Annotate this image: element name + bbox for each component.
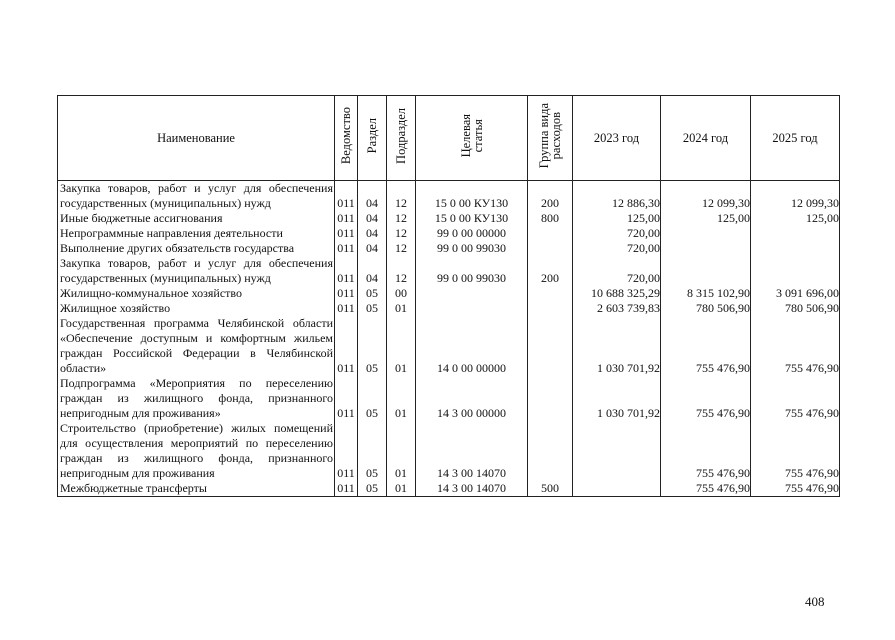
cell-gruppa	[528, 286, 573, 301]
header-2023: 2023 год	[573, 96, 661, 181]
cell-2025: 755 476,90	[751, 316, 840, 376]
cell-razdel: 05	[358, 421, 387, 481]
cell-2023: 125,00	[573, 211, 661, 226]
cell-2025	[751, 226, 840, 241]
cell-podrazdel: 01	[387, 421, 416, 481]
table-body	[58, 181, 840, 497]
cell-gruppa	[528, 226, 573, 241]
cell-2023	[573, 421, 661, 481]
table-row	[58, 241, 840, 256]
cell-celevaya-statya: 99 0 00 00000	[416, 226, 528, 241]
cell-name: Закупка товаров, работ и услуг для обеспечения государственных (муниципальных) нужд	[58, 181, 335, 212]
cell-razdel: 04	[358, 241, 387, 256]
cell-gruppa: 200	[528, 256, 573, 286]
cell-name: Межбюджетные трансферты	[58, 481, 335, 497]
table-row	[58, 316, 840, 376]
header-2024: 2024 год	[661, 96, 751, 181]
cell-podrazdel: 12	[387, 181, 416, 212]
cell-celevaya-statya: 14 0 00 00000	[416, 316, 528, 376]
cell-name: Строительство (приобретение) жилых помещений для осуществления мероприятий по переселению граждан из жилищного фонда, признанного непригодным для проживания	[58, 421, 335, 481]
cell-razdel: 04	[358, 211, 387, 226]
cell-razdel: 05	[358, 481, 387, 497]
cell-2024	[661, 256, 751, 286]
header-2025: 2025 год	[751, 96, 840, 181]
cell-name: Государственная программа Челябинской области «Обеспечение доступным и комфортным жильем граждан Российской Федерации в Челябинской области»	[58, 316, 335, 376]
cell-2025: 755 476,90	[751, 421, 840, 481]
cell-name: Жилищное хозяйство	[58, 301, 335, 316]
budget-table	[57, 95, 840, 497]
cell-2024: 755 476,90	[661, 421, 751, 481]
cell-ved: 011	[335, 211, 358, 226]
cell-gruppa	[528, 241, 573, 256]
cell-razdel: 05	[358, 301, 387, 316]
cell-gruppa	[528, 376, 573, 421]
cell-celevaya-statya	[416, 301, 528, 316]
cell-razdel: 05	[358, 376, 387, 421]
table-row	[58, 211, 840, 226]
cell-2024: 12 099,30	[661, 181, 751, 212]
cell-celevaya-statya: 14 3 00 14070	[416, 481, 528, 497]
cell-celevaya-statya: 15 0 00 КУ130	[416, 181, 528, 212]
cell-name: Иные бюджетные ассигнования	[58, 211, 335, 226]
cell-gruppa: 800	[528, 211, 573, 226]
cell-celevaya-statya: 14 3 00 00000	[416, 376, 528, 421]
cell-2024: 755 476,90	[661, 316, 751, 376]
header-podrazdel: Подраздел	[387, 96, 416, 181]
table-row	[58, 256, 840, 286]
cell-podrazdel: 12	[387, 241, 416, 256]
header-row	[58, 96, 840, 181]
cell-razdel: 04	[358, 256, 387, 286]
table-row	[58, 286, 840, 301]
cell-name: Жилищно-коммунальное хозяйство	[58, 286, 335, 301]
cell-2024: 780 506,90	[661, 301, 751, 316]
table-row	[58, 181, 840, 212]
cell-2025: 12 099,30	[751, 181, 840, 212]
cell-celevaya-statya: 15 0 00 КУ130	[416, 211, 528, 226]
cell-gruppa: 200	[528, 181, 573, 212]
cell-ved: 011	[335, 376, 358, 421]
cell-ved: 011	[335, 301, 358, 316]
cell-2024: 125,00	[661, 211, 751, 226]
cell-podrazdel: 12	[387, 211, 416, 226]
cell-2023: 720,00	[573, 226, 661, 241]
cell-2025: 780 506,90	[751, 301, 840, 316]
cell-ved: 011	[335, 481, 358, 497]
cell-podrazdel: 01	[387, 301, 416, 316]
cell-podrazdel: 12	[387, 256, 416, 286]
cell-podrazdel: 01	[387, 481, 416, 497]
header-gruppa-vida-raskhodov: Группа вида расходов	[528, 96, 573, 181]
cell-ved: 011	[335, 316, 358, 376]
header-ved: Ведомство	[335, 96, 358, 181]
cell-2025	[751, 256, 840, 286]
cell-name: Непрограммные направления деятельности	[58, 226, 335, 241]
cell-2023: 2 603 739,83	[573, 301, 661, 316]
cell-2023: 1 030 701,92	[573, 316, 661, 376]
header-razdel: Раздел	[358, 96, 387, 181]
cell-podrazdel: 01	[387, 376, 416, 421]
cell-2024: 8 315 102,90	[661, 286, 751, 301]
header-name: Наименование	[58, 96, 335, 181]
cell-razdel: 05	[358, 286, 387, 301]
cell-2023	[573, 481, 661, 497]
cell-2023: 10 688 325,29	[573, 286, 661, 301]
cell-podrazdel: 01	[387, 316, 416, 376]
cell-gruppa: 500	[528, 481, 573, 497]
cell-2025: 755 476,90	[751, 481, 840, 497]
cell-ved: 011	[335, 421, 358, 481]
cell-2025: 3 091 696,00	[751, 286, 840, 301]
cell-gruppa	[528, 316, 573, 376]
cell-podrazdel: 00	[387, 286, 416, 301]
cell-2023: 720,00	[573, 256, 661, 286]
cell-ved: 011	[335, 256, 358, 286]
cell-2025	[751, 241, 840, 256]
cell-2023: 1 030 701,92	[573, 376, 661, 421]
cell-ved: 011	[335, 181, 358, 212]
cell-name: Закупка товаров, работ и услуг для обеспечения государственных (муниципальных) нужд	[58, 256, 335, 286]
page-number: 408	[805, 594, 825, 609]
cell-name: Выполнение других обязательств государства	[58, 241, 335, 256]
cell-ved: 011	[335, 226, 358, 241]
table-row	[58, 421, 840, 481]
cell-2024	[661, 241, 751, 256]
table-row	[58, 301, 840, 316]
cell-celevaya-statya	[416, 286, 528, 301]
cell-razdel: 04	[358, 226, 387, 241]
cell-2023: 12 886,30	[573, 181, 661, 212]
cell-razdel: 05	[358, 316, 387, 376]
cell-celevaya-statya: 99 0 00 99030	[416, 241, 528, 256]
cell-gruppa	[528, 421, 573, 481]
cell-podrazdel: 12	[387, 226, 416, 241]
cell-2025: 125,00	[751, 211, 840, 226]
cell-2024: 755 476,90	[661, 376, 751, 421]
table-row	[58, 481, 840, 497]
cell-ved: 011	[335, 241, 358, 256]
cell-celevaya-statya: 99 0 00 99030	[416, 256, 528, 286]
cell-2025: 755 476,90	[751, 376, 840, 421]
cell-razdel: 04	[358, 181, 387, 212]
header-celevaya-statya: Целевая статья	[416, 96, 528, 181]
table-row	[58, 376, 840, 421]
cell-gruppa	[528, 301, 573, 316]
cell-2024: 755 476,90	[661, 481, 751, 497]
cell-ved: 011	[335, 286, 358, 301]
cell-name: Подпрограмма «Мероприятия по переселению граждан из жилищного фонда, признанного непригодным для проживания»	[58, 376, 335, 421]
cell-celevaya-statya: 14 3 00 14070	[416, 421, 528, 481]
cell-2024	[661, 226, 751, 241]
table-row	[58, 226, 840, 241]
cell-2023: 720,00	[573, 241, 661, 256]
